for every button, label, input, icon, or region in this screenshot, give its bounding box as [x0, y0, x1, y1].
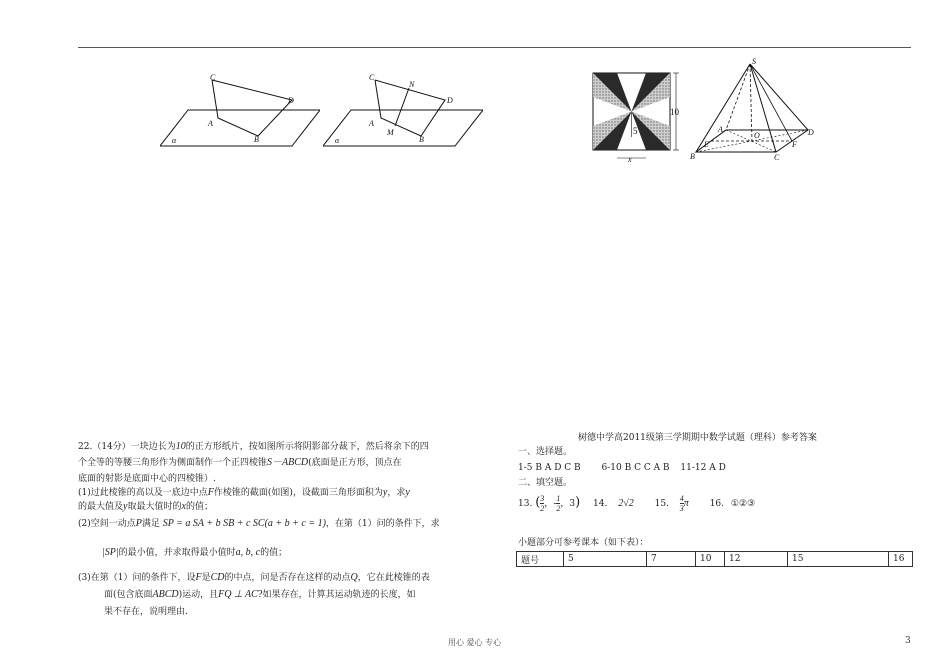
problem-22-q3-line-2: 面(包含底面ABCD)运动，且FQ ⊥ AC?如果存在，计算其运动轨迹的长度，如	[104, 589, 416, 600]
label-B: B	[419, 135, 424, 144]
label-height: 5	[633, 126, 638, 136]
page-number: 3	[905, 636, 911, 646]
problem-22-q3-line-1: (3)在第（1）问的条件下，设F是CD的中点，问是否存在这样的动点Q，它在此棱锥的表	[78, 572, 430, 583]
section-choice-heading: 一、选择题。	[518, 447, 573, 457]
label-C: C	[774, 153, 780, 162]
problem-22-q2-line-1: (2)空间一动点P满足 SP = a SA + b SB + c SC(a + b + c = 1)，在第（1）问的条件下，求	[78, 518, 440, 529]
choice-answers: 1-5 B A D C B 6-10 B C C A B 11-12 A D	[518, 463, 726, 473]
label-alpha: α	[172, 136, 177, 145]
label-A: A	[718, 125, 723, 134]
label-S: S	[752, 58, 756, 66]
label-E: E	[704, 140, 709, 149]
figure-pyramid	[688, 58, 818, 163]
problem-22-q1-line-2: 的最大值及y取最大值时的x的值；	[78, 501, 213, 512]
label-D: D	[288, 96, 294, 105]
problem-22-q1-line-1: (1)过此棱锥的高以及一底边中点F作棱锥的截面(如图)，设截面三角形面积为y，求y	[78, 487, 410, 498]
problem-22-q3-line-3: 果不存在，说明理由.	[104, 607, 188, 617]
reference-table	[516, 551, 913, 567]
label-B: B	[690, 152, 695, 161]
table-cell: 5	[564, 552, 647, 567]
problem-22-q2-line-2: |SP|的最小值，并求取得最小值时a, b, c的值；	[102, 547, 288, 558]
figure-square-paper	[590, 70, 690, 170]
section-fill-heading: 二、填空题。	[518, 478, 573, 488]
label-A: A	[208, 119, 213, 128]
table-header-cell: 题号	[517, 552, 564, 567]
label-C: C	[369, 73, 375, 82]
label-O: O	[754, 131, 760, 140]
problem-22-line-3: 底面的射影是底面中心的四棱锥）.	[78, 474, 216, 484]
label-alpha: α	[335, 136, 340, 145]
label-side-length: 10	[670, 107, 679, 117]
figure-plane-quadrilateral-2	[323, 70, 483, 155]
top-rule	[78, 47, 911, 48]
label-D: D	[808, 128, 814, 137]
table-cell: 15	[788, 552, 889, 567]
table-row	[517, 552, 913, 567]
label-D: D	[447, 96, 453, 105]
label-B: B	[254, 135, 259, 144]
table-cell: 12	[725, 552, 788, 567]
table-cell: 7	[647, 552, 696, 567]
label-F: F	[792, 140, 797, 149]
label-N: N	[409, 80, 415, 89]
problem-22-line-2: 个全等的等腰三角形作为侧面制作一个正四棱锥S－ABCD(底面是正方形，顶点在	[78, 457, 402, 468]
figure-plane-quadrilateral-1	[160, 70, 320, 155]
table-cell: 16	[889, 552, 913, 567]
table-cell: 10	[696, 552, 725, 567]
table-note: 小题部分可参考课本（如下表）：	[518, 538, 649, 548]
label-M: M	[387, 128, 394, 137]
fill-answers: 13. ( $\frac{3}{2}$ ，- $\frac{1}{2}$ ，3) 14. 2√2 15. $\frac{4}{3}$ π 16. ①②③	[518, 494, 756, 513]
label-A: A	[369, 119, 374, 128]
problem-22-line-1: 22.（14分）一块边长为10的正方形纸片，按如图所示将阴影部分裁下，然后将余下的四	[78, 441, 429, 452]
label-C: C	[210, 73, 216, 82]
answer-key-title: 树德中学高2011级第三学期期中数学试题（理科）参考答案	[578, 433, 817, 443]
label-base-x: x	[628, 155, 632, 164]
footer-slogan: 用心 爱心 专心	[448, 638, 502, 647]
